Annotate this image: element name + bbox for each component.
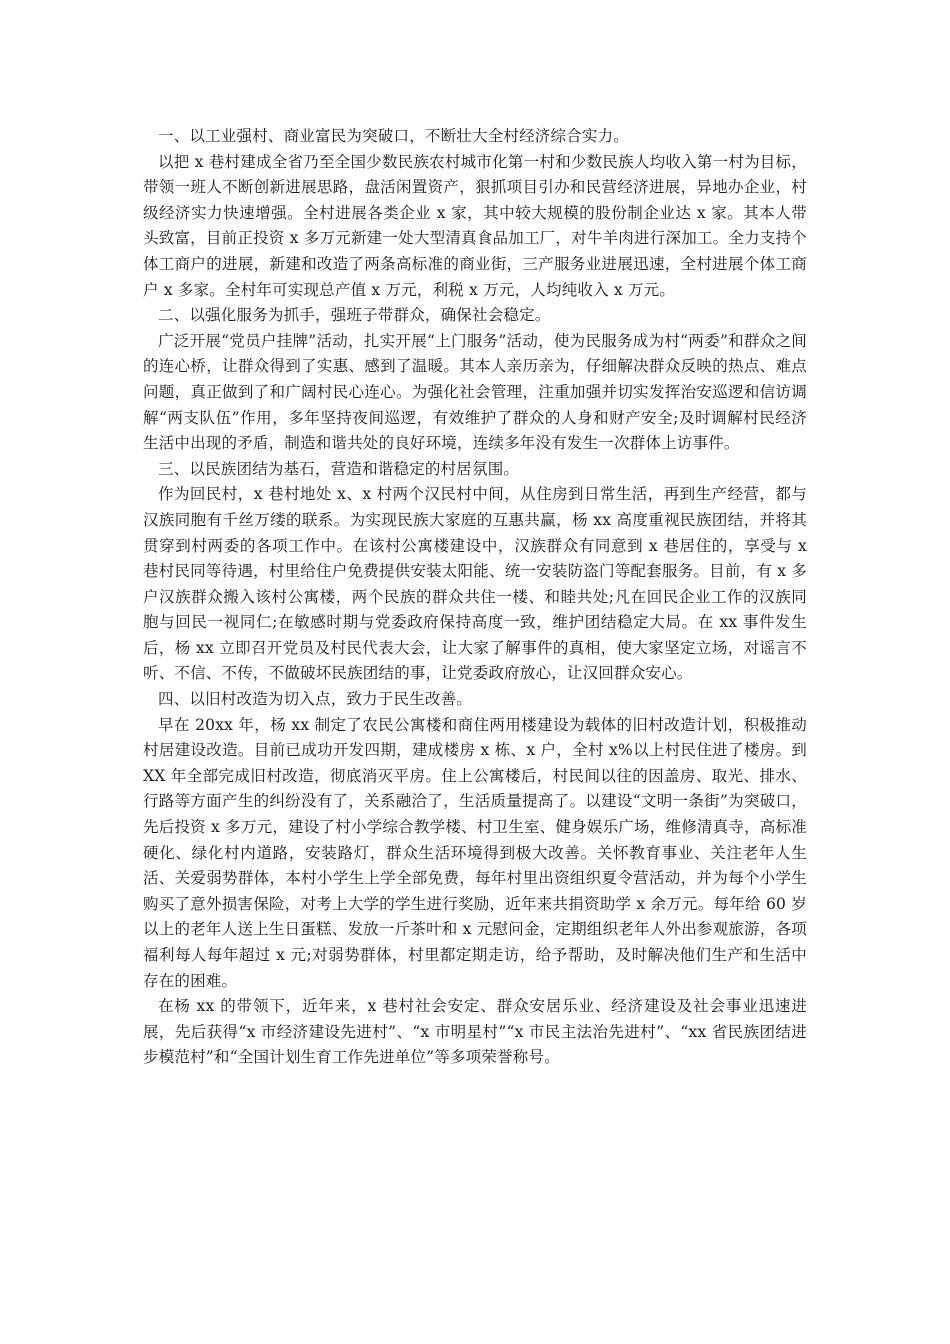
- section-heading-4: 四、以旧村改造为切入点，致力于民生改善。: [158, 690, 473, 709]
- document-page: [143, 124, 807, 1071]
- section-body-4: 早在 20xx 年，杨 xx 制定了农民公寓楼和商住两用楼建设为载体的旧村改造计划，积极推动村居建设改造。目前已成功开发四期，建成楼房 x 栋、x 户，全村 x%以上村民住进了楼房。到 XX 年全部完成旧村改造，彻底消灭平房。住上公寓楼后，村民间以往的因盖房、取光、排水、行路等方面产生的纠纷没有了，关系融洽了，生活质量提高了。以建设“文明一条街”为突破口，先后投资 x 多万元，建设了村小学综合教学楼、村卫生室、健身娱乐广场，维修清真寺，高标准硬化、绿化村内道路，安装路灯，群众生活环境得到极大改善。关怀教育事业、关注老年人生活、关爱弱势群体，本村小学生上学全部免费，每年村里出资组织夏令营活动，并为每个小学生购买了意外损害保险，对考上大学的学生进行奖励，近年来共捐资助学 x 余万元。每年给 60 岁以上的老年人送上生日蛋糕、发放一斤茶叶和 x 元慰问金，定期组织老年人外出参观旅游，各项福利每人每年超过 x 元;对弱势群体，村里都定期走访，给予帮助，及时解决他们生产和生活中存在的困难。: [143, 715, 807, 990]
- section-body-2: 广泛开展“党员户挂牌”活动，扎实开展“上门服务”活动，使为民服务成为村“两委”和群众之间的连心桥，让群众得到了实惠、感到了温暖。其本人亲历亲为，仔细解决群众反映的热点、难点问题，真正做到了和广阔村民心连心。为强化社会管理，注重加强并切实发挥治安巡逻和信访调解“两支队伍”作用，多年坚持夜间巡逻，有效维护了群众的人身和财产安全;及时调解村民经济生活中出现的矛盾，制造和谐共处的良好环境，连续多年没有发生一次群体上访事件。: [143, 331, 807, 453]
- section-body-1: 以把 x 巷村建成全省乃至全国少数民族农村城市化第一村和少数民族人均收入第一村为目标，带领一班人不断创新进展思路，盘活闲置资产，狠抓项目引办和民营经济进展，异地办企业，村级经济实力快速增强。全村进展各类企业 x 家，其中较大规模的股份制企业达 x 家。其本人带头致富，目前正投资 x 多万元新建一处大型清真食品加工厂，对牛羊肉进行深加工。全力支持个体工商户的进展，新建和改造了两条高标准的商业街，三产服务业进展迅速，全村进展个体工商户 x 多家。全村年可实现总产值 x 万元，利税 x 万元，人均纯收入 x 万元。: [143, 152, 807, 299]
- closing-paragraph: 在杨 xx 的带领下，近年来，x 巷村社会安定、群众安居乐业、经济建设及社会事业迅速进展，先后获得“x 市经济建设先进村”、“x 市明星村”“x 市民主法治先进村”、“xx 省民族团结进步模范村”和“全国计划生育工作先进单位”等多项荣誉称号。: [143, 997, 807, 1067]
- section-body-3: 作为回民村，x 巷村地处 x、x 村两个汉民村中间，从住房到日常生活，再到生产经营，都与汉族同胞有千丝万缕的联系。为实现民族大家庭的互惠共赢，杨 xx 高度重视民族团结，并将其贯穿到村两委的各项工作中。在该村公寓楼建设中，汉族群众有同意到 x 巷居住的，享受与 x 巷村民同等待遇，村里给住户免费提供安装太阳能、统一安装防盗门等配套服务。目前，有 x 多户汉族群众搬入该村公寓楼，两个民族的群众共住一楼、和睦共处;凡在回民企业工作的汉族同胞与回民一视同仁;在敏感时期与党委政府保持高度一致，维护团结稳定大局。在 xx 事件发生后，杨 xx 立即召开党员及村民代表大会，让大家了解事件的真相，使大家坚定立场，对谣言不听、不信、不传，不做破坏民族团结的事，让党委政府放心，让汉回群众安心。: [143, 485, 807, 683]
- section-heading-3: 三、以民族团结为基石，营造和谐稳定的村居氛围。: [158, 459, 520, 478]
- section-heading-2: 二、以强化服务为抓手，强班子带群众，确保社会稳定。: [158, 306, 551, 325]
- section-heading-1: 一、以工业强村、商业富民为突破口，不断壮大全村经济综合实力。: [158, 127, 630, 145]
